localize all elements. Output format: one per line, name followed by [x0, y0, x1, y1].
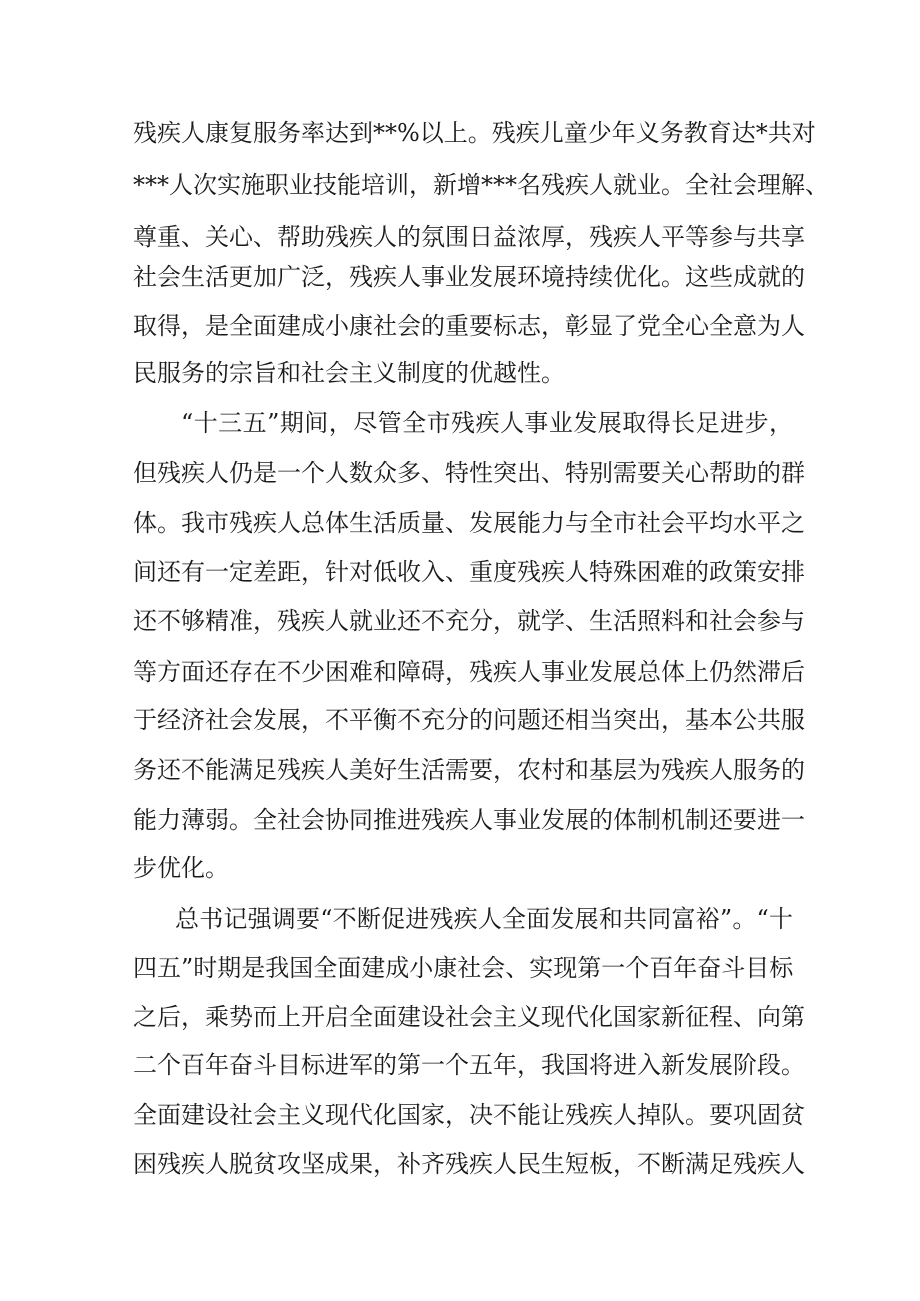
text-line: 等方面还存在不少困难和障碍，残疾人事业发展总体上仍然滞后	[133, 658, 805, 686]
text-line: 社会生活更加广泛，残疾人事业发展环境持续优化。这些成就的	[133, 263, 805, 291]
text-line: 体。我市残疾人总体生活质量、发展能力与全市社会平均水平之	[133, 509, 805, 537]
text-line: 尊重、关心、帮助残疾人的氛围日益浓厚，残疾人平等参与共享	[133, 223, 805, 251]
text-line: 步优化。	[133, 854, 229, 882]
text-line: 二个百年奋斗目标进军的第一个五年，我国将进入新发展阶段。	[133, 1051, 805, 1079]
text-line: 之后，乘势而上开启全面建设社会主义现代化国家新征程、向第	[133, 1003, 805, 1031]
text-line: 于经济社会发展，不平衡不充分的问题还相当突出，基本公共服	[133, 706, 805, 734]
text-line: 全面建设社会主义现代化国家，决不能让残疾人掉队。要巩固贫	[133, 1101, 805, 1129]
text-line: ***人次实施职业技能培训，新增***名残疾人就业。全社会理解、	[133, 171, 829, 199]
text-line: 困残疾人脱贫攻坚成果，补齐残疾人民生短板，不断满足残疾人	[133, 1150, 805, 1178]
text-line: 残疾人康复服务率达到**%以上。残疾儿童少年义务教育达*共对	[133, 119, 816, 147]
text-line: 民服务的宗旨和社会主义制度的优越性。	[133, 359, 565, 387]
text-line: 还不够精准，残疾人就业还不充分，就学、生活照料和社会参与	[133, 607, 805, 635]
text-line: 务还不能满足残疾人美好生活需要，农村和基层为残疾人服务的	[133, 756, 805, 784]
text-line: 总书记强调要“不断促进残疾人全面发展和共同富裕”。“十	[175, 905, 793, 933]
text-line: 但残疾人仍是一个人数众多、特性突出、特别需要关心帮助的群	[133, 459, 805, 487]
text-line: 取得，是全面建成小康社会的重要标志，彰显了党全心全意为人	[133, 312, 805, 340]
text-line: 四五”时期是我国全面建成小康社会、实现第一个百年奋斗目标	[133, 954, 794, 982]
text-line: 能力薄弱。全社会协同推进残疾人事业发展的体制机制还要进一	[133, 806, 805, 834]
text-line: 间还有一定差距，针对低收入、重度残疾人特殊困难的政策安排	[133, 558, 805, 586]
text-line: “十三五”期间，尽管全市残疾人事业发展取得长足进步，	[181, 409, 793, 437]
